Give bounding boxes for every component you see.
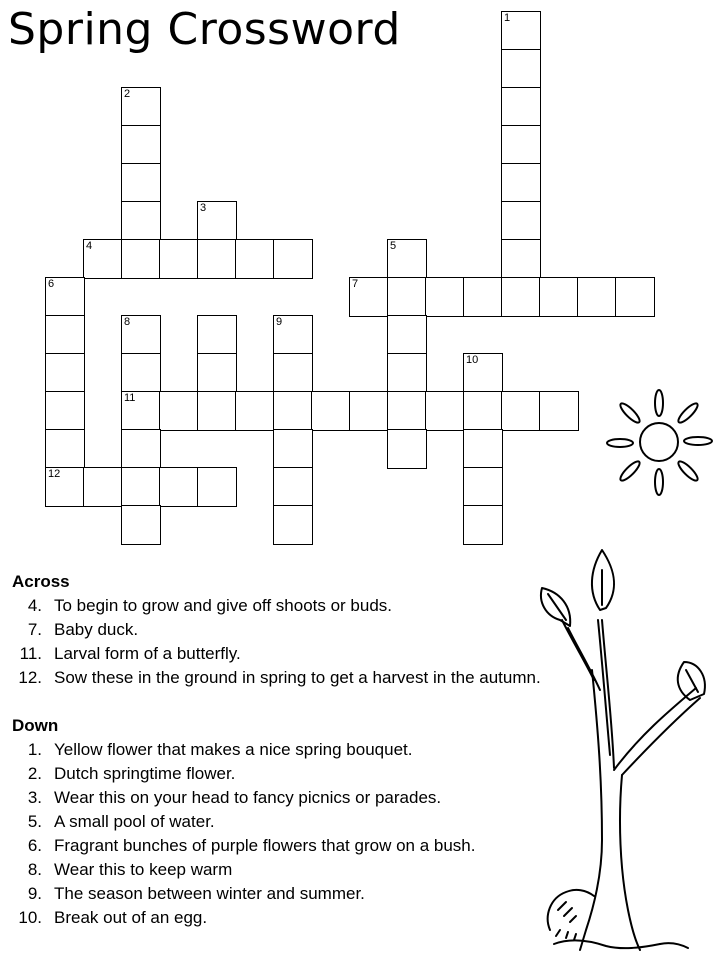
clue-text: Fragrant bunches of purple flowers that grow on a bush. [54, 836, 476, 855]
crossword-cell[interactable] [501, 201, 541, 241]
clue-number-label: 12. [18, 668, 42, 687]
crossword-cell[interactable] [197, 391, 237, 431]
crossword-cell[interactable] [121, 163, 161, 203]
crossword-cell[interactable] [159, 467, 199, 507]
crossword-cell[interactable] [539, 277, 579, 317]
clue-text: Wear this on your head to fancy picnics or parades. [54, 788, 442, 807]
across-clues [12, 594, 552, 690]
clue-number: 7 [352, 278, 359, 290]
clue-number: 9 [276, 316, 283, 328]
clue-number-label: 5. [27, 812, 42, 831]
crossword-cell[interactable] [45, 391, 85, 431]
crossword-cell[interactable] [45, 277, 85, 317]
crossword-cell[interactable] [501, 163, 541, 203]
crossword-cell[interactable] [235, 391, 275, 431]
clue-number-label: 7. [27, 620, 42, 639]
crossword-cell[interactable] [121, 201, 161, 241]
clue-text: A small pool of water. [54, 812, 215, 831]
across-heading: Across [12, 572, 70, 591]
clue-number-label: 4. [27, 596, 42, 615]
crossword-cell[interactable] [577, 277, 617, 317]
crossword-cell[interactable] [273, 391, 313, 431]
crossword-cell[interactable] [121, 315, 161, 355]
clue-number-label: 9. [27, 884, 42, 903]
clue-text: Wear this to keep warm [54, 860, 233, 879]
clue-number-label: 6. [27, 836, 42, 855]
crossword-cell[interactable] [463, 467, 503, 507]
crossword-cell[interactable] [197, 467, 237, 507]
crossword-cell[interactable] [539, 391, 579, 431]
crossword-cell[interactable] [387, 429, 427, 469]
crossword-cell[interactable] [501, 277, 541, 317]
crossword-cell[interactable] [463, 429, 503, 469]
clue-number: 3 [200, 202, 207, 214]
down-clue [12, 906, 552, 930]
crossword-cell[interactable] [45, 353, 85, 393]
crossword-cell[interactable] [273, 429, 313, 469]
across-clue [12, 666, 552, 690]
crossword-cell[interactable] [121, 87, 161, 127]
crossword-cell[interactable] [387, 277, 427, 317]
clue-text: Dutch springtime flower. [54, 764, 236, 783]
down-clue [12, 738, 552, 762]
clue-text: Larval form of a butterfly. [54, 644, 241, 663]
crossword-cell[interactable] [273, 467, 313, 507]
crossword-cell[interactable] [121, 429, 161, 469]
crossword-cell[interactable] [121, 125, 161, 165]
clue-number-label: 10. [18, 908, 42, 927]
crossword-cell[interactable] [349, 277, 389, 317]
clue-number-label: 11. [19, 644, 42, 663]
clue-text: To begin to grow and give off shoots or buds. [54, 596, 393, 615]
clue-number: 1 [504, 12, 511, 24]
clue-text: Sow these in the ground in spring to get a harvest in the autumn. [54, 668, 541, 687]
clue-number-label: 1. [27, 740, 42, 759]
crossword-cell[interactable] [273, 315, 313, 355]
crossword-cell[interactable] [501, 87, 541, 127]
crossword-cell[interactable] [463, 505, 503, 545]
page-title: Spring Crossword [8, 4, 401, 55]
clue-number: 6 [48, 278, 55, 290]
crossword-cell[interactable] [501, 11, 541, 51]
crossword-cell[interactable] [197, 239, 237, 279]
crossword-cell[interactable] [235, 239, 275, 279]
down-clue [12, 786, 552, 810]
clue-number: 2 [124, 88, 131, 100]
crossword-cell[interactable] [501, 391, 541, 431]
crossword-cell[interactable] [387, 239, 427, 279]
clue-number: 8 [124, 316, 131, 328]
sun-icon [600, 385, 718, 505]
crossword-cell[interactable] [501, 49, 541, 89]
crossword-cell[interactable] [387, 353, 427, 393]
crossword-cell[interactable] [159, 391, 199, 431]
crossword-cell[interactable] [121, 467, 161, 507]
crossword-cell[interactable] [463, 277, 503, 317]
clue-text: The season between winter and summer. [54, 884, 365, 903]
crossword-cell[interactable] [197, 315, 237, 355]
across-clue [12, 618, 552, 642]
clue-text: Break out of an egg. [54, 908, 208, 927]
crossword-cell[interactable] [197, 353, 237, 393]
clue-text: Baby duck. [54, 620, 139, 639]
across-clue [12, 594, 552, 618]
down-clue [12, 762, 552, 786]
crossword-cell[interactable] [45, 467, 85, 507]
clue-number: 5 [390, 240, 397, 252]
crossword-cell[interactable] [387, 391, 427, 431]
crossword-cell[interactable] [121, 391, 161, 431]
clue-text: Yellow flower that makes a nice spring bouquet. [54, 740, 413, 759]
down-heading: Down [12, 716, 59, 735]
crossword-cell[interactable] [159, 239, 199, 279]
crossword-cell[interactable] [349, 391, 389, 431]
crossword-cell[interactable] [425, 277, 465, 317]
clue-number-label: 3. [27, 788, 42, 807]
down-clue [12, 810, 552, 834]
crossword-cell[interactable] [425, 391, 465, 431]
clue-number: 12 [48, 468, 61, 480]
down-clue [12, 882, 552, 906]
clue-number: 4 [86, 240, 93, 252]
across-clue [12, 642, 552, 666]
crossword-cell[interactable] [463, 353, 503, 393]
crossword-cell[interactable] [273, 353, 313, 393]
down-clues [12, 738, 552, 930]
crossword-cell[interactable] [45, 315, 85, 355]
clue-number: 10 [466, 354, 479, 366]
down-clue [12, 834, 552, 858]
crossword-cell[interactable] [121, 505, 161, 545]
clue-number-label: 8. [27, 860, 42, 879]
crossword-cell[interactable] [83, 239, 123, 279]
crossword-cell[interactable] [615, 277, 655, 317]
crossword-cell[interactable] [311, 391, 351, 431]
crossword-cell[interactable] [501, 239, 541, 279]
crossword-cell[interactable] [273, 505, 313, 545]
crossword-cell[interactable] [273, 239, 313, 279]
crossword-cell[interactable] [121, 239, 161, 279]
clue-list [12, 570, 552, 930]
crossword-cell[interactable] [197, 201, 237, 241]
down-clue [12, 858, 552, 882]
crossword-cell[interactable] [387, 315, 427, 355]
clue-number: 11 [124, 392, 136, 404]
crossword-cell[interactable] [83, 467, 123, 507]
crossword-cell[interactable] [45, 429, 85, 469]
crossword-cell[interactable] [463, 391, 503, 431]
crossword-cell[interactable] [121, 353, 161, 393]
clue-number-label: 2. [27, 764, 42, 783]
crossword-cell[interactable] [501, 125, 541, 165]
